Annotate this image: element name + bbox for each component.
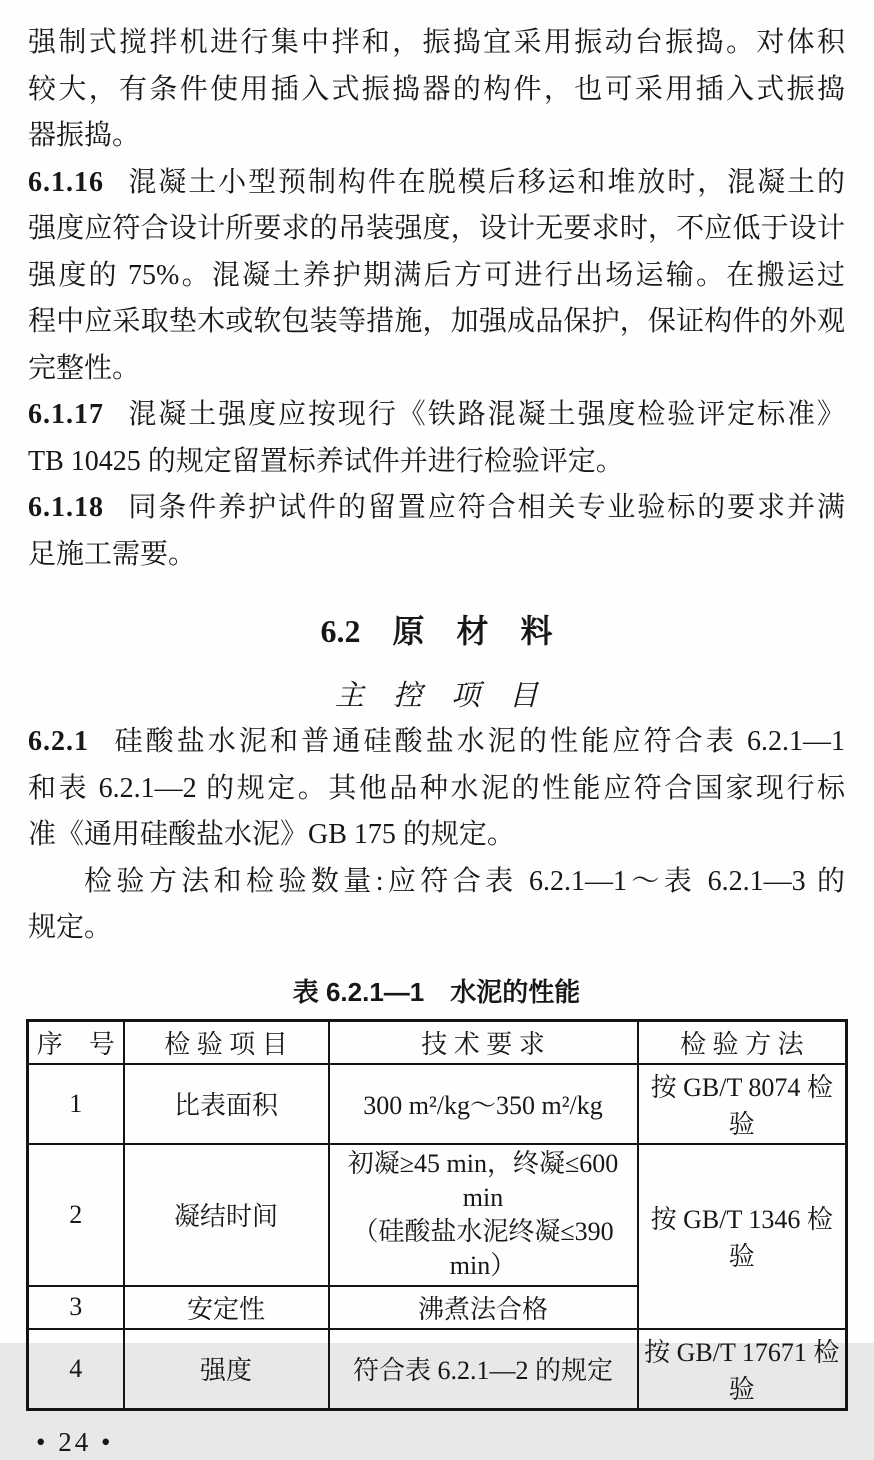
table-row (28, 1144, 847, 1286)
cell-item: 安定性 (124, 1286, 329, 1329)
cell-requirement: 符合表 6.2.1—2 的规定 (329, 1329, 638, 1410)
paragraph-clause-6-2-1 (28, 719, 845, 859)
text-line: 完整性。 (28, 352, 141, 384)
header-inspection-method: 检 验 方 法 (638, 1020, 847, 1064)
clause-text: 混凝土强度应按现行《铁路混凝土强度检验评定标准》 (126, 399, 845, 430)
text-line: 强度应符合设计所要求的吊装强度，设计无要求时，不应低于设计 (28, 213, 845, 244)
cell-serial: 3 (28, 1286, 124, 1329)
cell-serial: 1 (28, 1064, 124, 1144)
text-line: 和表 6.2.1—2 的规定。其他品种水泥的性能应符合国家现行标 (28, 772, 845, 804)
table-row (28, 1329, 847, 1410)
text-line (28, 719, 845, 766)
cell-requirement: 沸煮法合格 (329, 1286, 638, 1329)
section-heading: 6.2 原 材 料 (320, 613, 553, 649)
clause-text: 同条件养护试件的留置应符合相关专业验标的要求并满 (126, 492, 845, 523)
text-line: 器振捣。 (28, 120, 141, 151)
paragraph-clause-6-1-16 (28, 160, 845, 393)
cell-serial: 4 (28, 1329, 124, 1410)
clause-number: 6.2.1 (28, 726, 89, 757)
header-inspection-item: 检 验 项 目 (124, 1020, 329, 1064)
header-serial-number: 序 号 (28, 1020, 124, 1064)
text-line: 规定。 (28, 912, 113, 943)
text-line: 检验方法和检验数量:应符合表 6.2.1—1～表 6.2.1—3 的 (84, 865, 845, 897)
table-header-row (28, 1020, 847, 1064)
cell-method-merged: 按 GB/T 1346 检验 (638, 1144, 847, 1329)
cell-method: 按 GB/T 8074 检验 (638, 1064, 847, 1144)
cell-method: 按 GB/T 17671 检验 (638, 1329, 847, 1410)
clause-number: 6.1.18 (28, 492, 104, 523)
paragraph-inspection-note (28, 859, 845, 952)
page-number: • 24 • (36, 1426, 114, 1457)
cell-serial: 2 (28, 1144, 124, 1286)
text-line: 较大，有条件使用插入式振捣器的构件，也可采用插入式振捣 (28, 73, 845, 105)
text-line: 强度的 75%。混凝土养护期满后方可进行出场运输。在搬运过 (28, 259, 845, 291)
clause-number: 6.1.16 (28, 166, 104, 198)
paragraph-clause-6-1-18 (28, 485, 845, 578)
clause-text: 硅酸盐水泥和普通硅酸盐水泥的性能应符合表 6.2.1—1 (111, 726, 845, 757)
text-line (28, 160, 845, 207)
paragraph-clause-6-1-17 (28, 392, 845, 485)
requirement-line: （硅酸盐水泥终凝≤390 min） (352, 1216, 614, 1280)
clause-text: 混凝土小型预制构件在脱模后移运和堆放时，混凝土的 (126, 166, 845, 198)
paragraph-continuation (28, 20, 845, 160)
subsection-heading: 主 控 项 目 (334, 680, 538, 712)
cell-item: 强度 (124, 1329, 329, 1410)
clause-number: 6.1.17 (28, 399, 104, 430)
table-row (28, 1064, 847, 1144)
requirement-line: 初凝≥45 min，终凝≤600 min (347, 1148, 619, 1212)
text-line (28, 392, 845, 439)
cement-performance-table (26, 1019, 848, 1411)
text-line: 程中应采取垫木或软包装等措施，加强成品保护，保证构件的外观 (28, 306, 845, 337)
cell-requirement: 300 m²/kg～350 m²/kg (329, 1064, 638, 1144)
text-line: 准《通用硅酸盐水泥》GB 175 的规定。 (28, 819, 515, 850)
cell-item: 凝结时间 (124, 1144, 329, 1286)
cell-item: 比表面积 (124, 1064, 329, 1144)
header-technical-requirement: 技 术 要 求 (329, 1020, 638, 1064)
text-line: 足施工需要。 (28, 538, 197, 570)
cell-requirement (329, 1144, 638, 1286)
table-caption: 表 6.2.1—1 水泥的性能 (292, 976, 581, 1007)
text-line (28, 485, 845, 532)
text-line: 强制式搅拌机进行集中拌和，振捣宜采用振动台振捣。对体积 (28, 27, 845, 58)
text-line: TB 10425 的规定留置标养试件并进行检验评定。 (28, 445, 624, 477)
